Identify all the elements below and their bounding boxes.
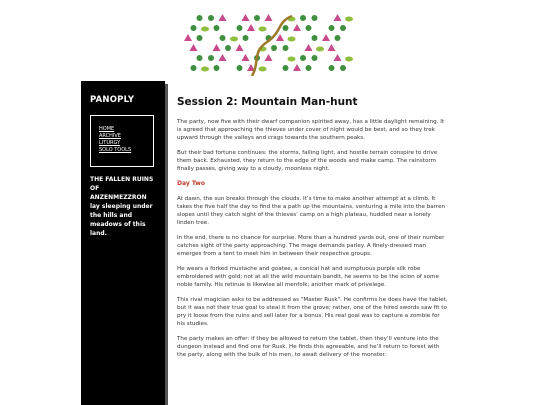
tree-icon bbox=[214, 25, 220, 31]
tree-icon bbox=[329, 65, 335, 71]
mountain-icon bbox=[276, 34, 284, 41]
tree-icon bbox=[312, 55, 318, 61]
post-paragraph: At dawn, the sun breaks through the clouds. It’s time to make another attempt at a climb. It takes the five half the day to find the a path up the mountains, venturing a mile into the barren slopes until they catch sight of the thieves’ camp on a high plateau, huddled near a lonely linden tree. bbox=[177, 196, 446, 226]
nav-home-link[interactable]: HOME bbox=[99, 126, 115, 132]
mountain-icon bbox=[328, 44, 336, 51]
tree-icon bbox=[237, 65, 243, 71]
post-paragraph: The party makes an offer: if they be allowed to return the tablet, then they’ll venture into the dungeon instead and find one for Rusk. He finds this agreeable, and he’ll return to forest with the party, along with the bulk of his men, to await delivery of the monster. bbox=[177, 336, 440, 358]
tree-icon bbox=[197, 35, 203, 41]
sidebar-tagline: THE FALLEN RUINS OF ANZENMEZZRON lay sleeping under the hills and meadows of this land. bbox=[90, 176, 154, 237]
post-paragraph: The party, now five with their dwarf companion spirited away, has a little daylight remaining. It is agreed that approaching the thieves under cover of night would be best, and so they trek upward through the valleys and crags towards the southern peaks. bbox=[177, 119, 445, 141]
tree-icon bbox=[283, 25, 289, 31]
tree-icon bbox=[300, 15, 306, 21]
mountain-icon bbox=[184, 34, 192, 41]
tree-icon bbox=[340, 65, 346, 71]
mountain-icon bbox=[213, 44, 221, 51]
post-paragraph: This rival magician asks to be addressed as "Master Rusk". He confirms he does have the tablet, but it was not their true goal to steal it from the grove; rather, one of the hired swords saw fit to pry it loose from the ruins and sell later for a bonus. His real goal was to capture a zombie for his studies. bbox=[177, 297, 448, 327]
mountain-icon bbox=[219, 54, 227, 61]
mountain-icon bbox=[265, 14, 273, 21]
mountain-icon bbox=[334, 54, 342, 61]
tree-icon bbox=[312, 35, 318, 41]
site-title[interactable]: PANOPLY bbox=[90, 95, 135, 105]
hill-icon bbox=[345, 57, 353, 62]
post-paragraph: In the end, there is no chance for surprise. More than a hundred yards out, one of their number catches sight of the party approaching. The mage demands parley. A finely-dressed man emerges from a tent to meet him in between their respective groups. bbox=[177, 235, 445, 257]
hill-icon bbox=[345, 17, 353, 22]
hill-icon bbox=[288, 37, 296, 42]
mountain-icon bbox=[236, 44, 244, 51]
hill-icon bbox=[288, 57, 296, 62]
tree-icon bbox=[283, 65, 289, 71]
tree-icon bbox=[214, 65, 220, 71]
hill-icon bbox=[201, 27, 209, 32]
hill-icon bbox=[201, 67, 209, 72]
tree-icon bbox=[335, 35, 341, 41]
post-content bbox=[177, 96, 449, 366]
mountain-icon bbox=[322, 34, 330, 41]
tree-icon bbox=[191, 25, 197, 31]
tree-icon bbox=[237, 25, 243, 31]
tree-icon bbox=[225, 45, 231, 51]
tree-icon bbox=[306, 25, 312, 31]
tree-icon bbox=[312, 15, 318, 21]
post-title: Session 2: Mountain Man-hunt bbox=[177, 96, 358, 108]
mountain-icon bbox=[334, 14, 342, 21]
nav-menu bbox=[90, 115, 154, 167]
nav-liturgy-link[interactable]: LITURGY bbox=[99, 140, 121, 146]
mountain-icon bbox=[242, 54, 250, 61]
hex-map-banner bbox=[182, 12, 360, 76]
section-heading-day-two: Day Two bbox=[177, 180, 205, 187]
tree-icon bbox=[254, 15, 260, 21]
tree-icon bbox=[197, 55, 203, 61]
mountain-icon bbox=[293, 64, 301, 71]
hill-icon bbox=[230, 37, 238, 42]
post-paragraph: But their bad fortune continues: the storms, failing light, and hostile terrain conspire to drive them back. Exhausted, they return to the edge of the woods and make camp. The rainstorm finally passes, giving way to a cloudy, moonless night. bbox=[177, 150, 438, 172]
tree-icon bbox=[340, 25, 346, 31]
tree-icon bbox=[208, 55, 214, 61]
mountain-icon bbox=[265, 54, 273, 61]
nav-solo-tools-link[interactable]: SOLO TOOLS bbox=[99, 147, 132, 153]
tree-icon bbox=[329, 25, 335, 31]
hill-icon bbox=[316, 47, 324, 52]
mountain-icon bbox=[219, 14, 227, 21]
sidebar bbox=[81, 81, 165, 405]
hill-icon bbox=[259, 27, 267, 32]
mountain-icon bbox=[293, 24, 301, 31]
tree-icon bbox=[208, 15, 214, 21]
tree-icon bbox=[271, 45, 277, 51]
tree-icon bbox=[306, 65, 312, 71]
mountain-icon bbox=[247, 24, 255, 31]
post-paragraph: He wears a forked mustache and goatee, a conical hat and sumptuous purple silk robe embroidered with gold; not at all the wild mountain bandit, he seems to be the scion of some noble family. His retinue is likewise all menfolk; another mark of privelege. bbox=[177, 266, 439, 288]
hill-icon bbox=[259, 67, 267, 72]
tree-icon bbox=[243, 35, 249, 41]
tree-icon bbox=[283, 45, 289, 51]
hex-map-illustration bbox=[182, 12, 360, 76]
nav-archive-link[interactable]: ARCHIVE bbox=[99, 133, 121, 139]
mountain-icon bbox=[242, 14, 250, 21]
tree-icon bbox=[300, 55, 306, 61]
mountain-icon bbox=[190, 44, 198, 51]
tree-icon bbox=[191, 65, 197, 71]
tree-icon bbox=[197, 15, 203, 21]
tree-icon bbox=[220, 35, 226, 41]
mountain-icon bbox=[305, 44, 313, 51]
